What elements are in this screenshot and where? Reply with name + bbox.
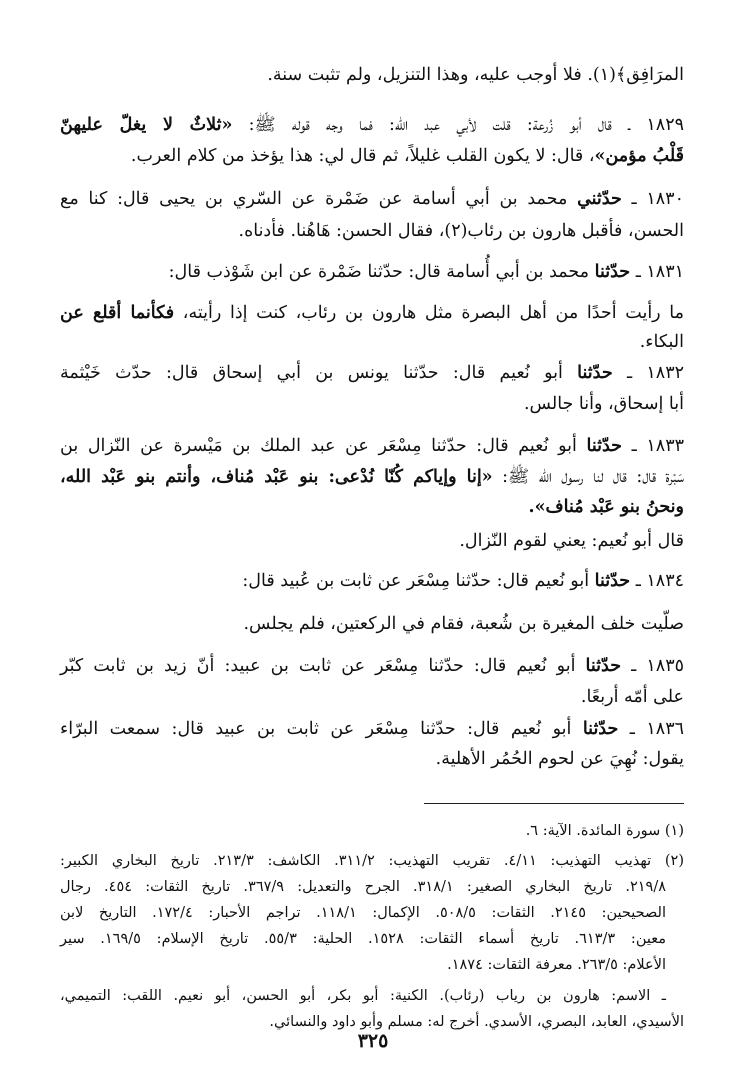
- hadith-quote: قَلْبُ مؤمن»: [594, 146, 684, 166]
- narration-keyword: حدّثنا: [586, 436, 622, 456]
- footnote-separator: [424, 803, 684, 804]
- entry-1832: [60, 358, 684, 388]
- text-line: [60, 492, 684, 522]
- footnote-text: الأعلام: ٢٦٣/٥. معرفة الثقات: ١٨٧٤.: [447, 957, 666, 973]
- entry-text: ، قال: لا يكون القلب غليلاً، ثم قال لي: هذا يؤخذ من كلام العرب.: [130, 146, 595, 166]
- footnote-1: [60, 818, 684, 844]
- text-line: [60, 609, 684, 639]
- entry-text: أبو نُعيم قال: حدّثنا مِسْعَر عن عبد الملك بن مَيْسرة عن النّزال بن: [60, 436, 587, 456]
- entry-number: ١٨٣٣ ـ: [622, 436, 684, 456]
- entry-1829: [60, 110, 684, 140]
- entry-text: صلّيت خلف المغيرة بن شُعبة، فقام في الركعتين، فلم يجلس.: [243, 614, 684, 634]
- entry-number: ١٨٣٥ ـ: [621, 656, 684, 676]
- entry-number: ١٨٣٤ ـ: [630, 571, 684, 591]
- text-line: [60, 141, 684, 171]
- narration-keyword: حدّثني: [577, 189, 622, 209]
- entry-text: الحسن، فأقبل هارون بن رئاب(٢)، فقال الحسن: هَاهُنا. فأدناه.: [238, 221, 684, 241]
- hadith-quote: «إنا وإياكم كُنّا نُدْعى: بنو عَبْد مُناف، وأنتم بنو عَبْد الله،: [60, 467, 493, 487]
- text-line: [60, 526, 684, 556]
- hadith-quote: «ثلاثٌ لا يغلّ عليهنّ: [60, 115, 233, 135]
- entry-text: ما رأيت أحدًا من أهل البصرة مثل هارون بن رئاب، كنت إذا رأيته،: [174, 303, 684, 323]
- entry-text: أبو نُعيم قال: حدّثنا مِسْعَر عن ثابت بن عبيد: أنّ زيد بن ثابت كبّر: [60, 656, 586, 676]
- entry-text: قال أبو نُعيم: يعني لقوم النّزال.: [459, 531, 684, 551]
- narration-keyword: حدّثنا: [594, 571, 631, 591]
- entry-text: محمد بن أبي أسامة عن ضَمْرة عن السّري بن يحيى قال: كنا مع: [60, 189, 578, 209]
- entry-1831: [60, 257, 684, 287]
- footnote-line: [60, 900, 666, 926]
- entry-text: أبو نُعيم قال: حدّثنا مِسْعَر عن ثابت بن عُبيد قال:: [242, 571, 595, 591]
- entry-text: سَبْرة قال: قال لنا رسول الله ﷺ:: [492, 467, 684, 487]
- entry-text: على أمّه أربعًا.: [580, 687, 684, 707]
- entry-number: ١٨٣٠ ـ: [621, 189, 684, 209]
- entry-number: ١٨٣٢ ـ: [612, 363, 684, 383]
- footnote-text: معين: ٦١٣/٣. تاريخ أسماء الثقات: ١٥٢٨. الحلية: ٥٥/٣. تاريخ الإسلام: ١٦٩/٥. سير: [60, 931, 666, 947]
- entry-text: أبا إسحاق، وأنا جالس.: [523, 394, 684, 414]
- text-line: [60, 298, 684, 328]
- entry-1833: [60, 431, 684, 461]
- narration-keyword: حدّثنا: [585, 656, 622, 676]
- narration-keyword: حدّثنا: [582, 719, 619, 739]
- entry-text: البكاء.: [639, 332, 684, 352]
- page-number: ٣٢٥: [357, 1030, 389, 1052]
- footnote-line: [60, 952, 666, 978]
- footnote-text: (٢) تهذيب التهذيب: ٤/١١. تقريب التهذيب: ٣١١/٢. الكاشف: ٢١٣/٣. تاريخ البخاري الكبير:: [60, 853, 684, 869]
- text-line: [60, 462, 684, 492]
- entry-number: ١٨٣١ ـ: [630, 262, 684, 282]
- footnote-text: (١) سورة المائدة. الآية: ٦.: [525, 823, 684, 839]
- entry-1835: [60, 651, 684, 681]
- narration-keyword: حدّثنا: [577, 363, 613, 383]
- entry-text: أبو نُعيم قال: حدّثنا يونس بن أبي إسحاق قال: حدّث خَيْثمة: [60, 363, 578, 383]
- footnote-narrator-info: [60, 983, 666, 1009]
- verse-continuation: المرَافِق﴾(١). فلا أوجب عليه، وهذا التنزيل، ولم تثبت سنة.: [267, 65, 684, 85]
- entry-text: محمد بن أبي أُسامة قال: حدّثنا ضَمْرة عن ابن شَوْذب قال:: [168, 262, 595, 282]
- text-line: [60, 682, 684, 712]
- entry-1830: [60, 184, 684, 214]
- entry-1836: [60, 714, 684, 744]
- narration-keyword: حدّثنا: [594, 262, 631, 282]
- entry-text: يقول: نُهِيَ عن لحوم الحُمُر الأهلية.: [435, 749, 684, 769]
- entry-text: أبو نُعيم قال: حدّثنا مِسْعَر عن ثابت بن عبيد قال: سمعت البرّاء: [60, 719, 583, 739]
- text-line: [60, 389, 684, 419]
- text-line: [60, 744, 684, 774]
- footnote-2: [60, 848, 684, 874]
- entry-number: ١٨٣٦ ـ: [618, 719, 684, 739]
- footnote-text: ٢١٩/٨. تاريخ البخاري الصغير: ٣١٨/١. الجرح والتعديل: ٣٦٧/٩. تاريخ الثقات: ٤٥٤. رجال: [60, 879, 666, 895]
- footnote-text: ـ الاسم: هارون بن رياب (رئاب). الكنية: أبو بكر، أبو الحسن، أبو نعيم. اللقب: التميمي،: [60, 988, 666, 1004]
- footnote-text: الصحيحين: ٢١٤٥. الثقات: ٥٠٨/٥. الإكمال: ١١٨/١. تراجم الأحبار: ١٧٢/٤. التاريخ لابن: [60, 905, 666, 921]
- footnote-line: [60, 926, 666, 952]
- text-line: [60, 327, 684, 357]
- text-line: [60, 216, 684, 246]
- entry-1834: [60, 566, 684, 596]
- text-line: [268, 60, 684, 90]
- hadith-quote: ونحنُ بنو عَبْد مُناف».: [528, 497, 684, 517]
- footnote-line: [60, 874, 666, 900]
- footnote-text: الأسيدي، العابد، البصري، الأسدي. أخرج له: مسلم وأبو داود والنسائي.: [269, 1014, 684, 1030]
- emphasis-text: فكأنما أقلع عن: [60, 303, 175, 323]
- entry-text: ١٨٢٩ ـ قال أبو زُرعة: قلت لأبي عبد الله: فما وجه قوله ﷺ:: [232, 115, 685, 135]
